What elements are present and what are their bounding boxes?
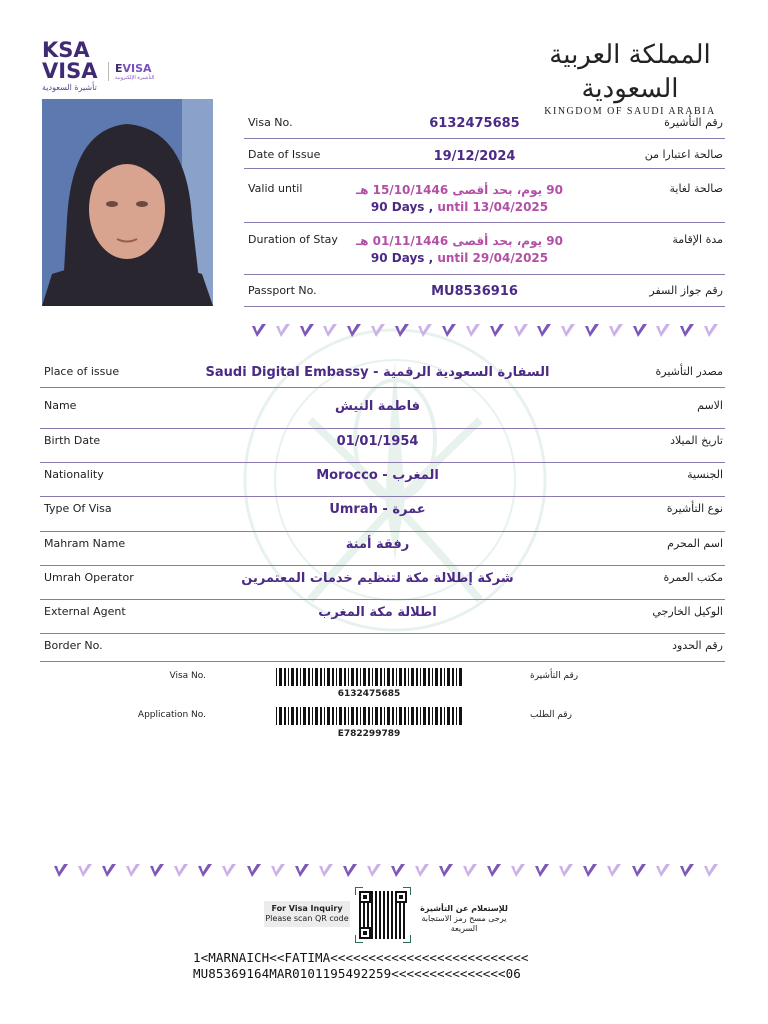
detail-label: Nationality <box>44 468 104 481</box>
holder-photo <box>42 99 213 306</box>
inquiry-english <box>264 901 350 927</box>
check-mark-icon <box>702 862 720 880</box>
ksa-logo-line1: KSA <box>42 38 90 62</box>
check-mark-icon <box>485 862 503 880</box>
check-mark-icon <box>413 862 431 880</box>
check-mark-icon <box>52 862 70 880</box>
label-valid-until: Valid until <box>248 182 303 195</box>
check-mark-icon <box>678 322 696 340</box>
ksa-logo-line2: VISA <box>42 59 98 83</box>
row-visa-no <box>244 110 725 139</box>
inquiry-arabic <box>416 901 512 933</box>
detail-label: Border No. <box>44 639 103 652</box>
value-date-of-issue: 19/12/2024 <box>433 149 516 164</box>
detail-label-ar: مصدر التأشيرة <box>655 365 723 378</box>
detail-value: اطلالة مكة المغرب <box>318 605 437 620</box>
detail-label: Birth Date <box>44 434 101 447</box>
detail-label: Mahram Name <box>44 537 126 550</box>
check-mark-icon <box>581 862 599 880</box>
detail-label-ar: الاسم <box>697 399 723 412</box>
barcode-visa-label: Visa No. <box>169 671 206 681</box>
check-mark-icon <box>365 862 383 880</box>
check-mark-icon <box>488 322 506 340</box>
detail-value: Saudi Digital Embassy - السفارة السعودية الرقمية <box>205 365 550 380</box>
check-mark-icon <box>148 862 166 880</box>
duration-hijri: 90 يوم، بحد أقصى 01/11/1446 هـ <box>356 234 563 248</box>
check-mark-icon <box>341 862 359 880</box>
check-mark-icon <box>100 862 118 880</box>
valid-until-hijri: 90 يوم، بحد أقصى 15/10/1446 هـ <box>356 183 563 197</box>
label-date-of-issue-ar: صالحة اعتبارا من <box>644 148 723 161</box>
check-pattern-top <box>250 322 720 340</box>
detail-value: Morocco - المغرب <box>316 468 439 483</box>
check-mark-icon <box>557 862 575 880</box>
check-mark-icon <box>220 862 238 880</box>
barcode-application-number: E782299789 <box>337 729 401 739</box>
check-mark-icon <box>298 322 316 340</box>
detail-label-ar: اسم المحرم <box>667 537 723 550</box>
label-duration-of-stay-ar: مدة الإقامة <box>672 233 723 246</box>
label-passport-no: Passport No. <box>248 284 317 297</box>
detail-label-ar: تاريخ الميلاد <box>670 434 723 447</box>
ksa-visa-logo <box>42 40 104 92</box>
evisa-logo <box>108 62 154 81</box>
check-mark-icon <box>389 862 407 880</box>
check-mark-icon <box>654 322 672 340</box>
detail-value: فاطمة النيش <box>334 399 421 414</box>
row-date-of-issue <box>244 138 725 169</box>
evisa-logo-subtitle: التأشيرة الإلكترونية <box>115 75 155 81</box>
mrz-line-2: MU85369164MAR0101195492259<<<<<<<<<<<<<<<06 <box>193 966 521 981</box>
ksa-logo-subtitle: تأشيرة السعودية <box>42 83 97 92</box>
check-mark-icon <box>274 322 292 340</box>
detail-value: رفقة أمنة <box>345 537 410 552</box>
label-valid-until-ar: صالحة لغاية <box>669 182 723 195</box>
detail-label: Place of issue <box>44 365 120 378</box>
value-valid-until <box>304 182 615 216</box>
check-mark-icon <box>124 862 142 880</box>
check-mark-icon <box>702 322 720 340</box>
evisa-logo-e: E <box>115 62 123 75</box>
detail-value: Umrah - عمرة <box>329 502 426 517</box>
check-mark-icon <box>245 862 263 880</box>
detail-label-ar: الجنسية <box>687 468 723 481</box>
label-duration-of-stay: Duration of Stay <box>248 233 338 246</box>
detail-label-ar: رقم الحدود <box>672 639 723 652</box>
barcode-visa-label-ar: رقم التأشيرة <box>530 671 579 681</box>
kingdom-title-arabic: المملكة العربية السعودية <box>549 40 711 104</box>
check-mark-icon <box>172 862 190 880</box>
check-mark-icon <box>196 862 214 880</box>
valid-until-date: until 13/04/2025 <box>437 200 549 214</box>
check-mark-icon <box>76 862 94 880</box>
duration-days: 90 Days , <box>370 251 438 265</box>
detail-row <box>40 428 725 463</box>
check-mark-icon <box>533 862 551 880</box>
check-mark-icon <box>535 322 553 340</box>
inquiry-subtitle-ar: يرجى مسح رمز الاستجابة السريعة <box>421 914 507 933</box>
kingdom-title-english: KINGDOM OF SAUDI ARABIA <box>544 106 716 117</box>
check-mark-icon <box>464 322 482 340</box>
check-mark-icon <box>250 322 268 340</box>
check-mark-icon <box>654 862 672 880</box>
value-visa-no: 6132475685 <box>429 116 520 131</box>
check-mark-icon <box>369 322 387 340</box>
detail-row <box>40 599 725 634</box>
barcode-visa-number: 6132475685 <box>337 689 401 699</box>
check-mark-icon <box>437 862 455 880</box>
detail-label: Type Of Visa <box>44 502 112 515</box>
kingdom-header <box>530 38 730 117</box>
visa-barcode <box>276 668 462 686</box>
detail-row <box>40 496 725 532</box>
detail-label-ar: الوكيل الخارجي <box>652 605 723 618</box>
check-mark-icon <box>583 322 601 340</box>
inquiry-subtitle: Please scan QR code <box>265 914 349 923</box>
check-mark-icon <box>416 322 434 340</box>
evisa-logo-visa: VISA <box>122 62 152 75</box>
valid-until-days: 90 Days , <box>370 200 438 214</box>
detail-label-ar: نوع التأشيرة <box>666 502 723 515</box>
detail-label-ar: مكتب العمرة <box>663 571 723 584</box>
detail-value: 01/01/1954 <box>336 434 419 449</box>
inquiry-title-ar: للإستعلام عن التأشيرة <box>420 904 508 913</box>
detail-label: Umrah Operator <box>44 571 134 584</box>
detail-row <box>40 633 725 662</box>
check-mark-icon <box>317 862 335 880</box>
check-mark-icon <box>293 862 311 880</box>
detail-row <box>40 531 725 566</box>
label-visa-no: Visa No. <box>248 116 293 129</box>
mrz-line-1: 1<MARNAICH<<FATIMA<<<<<<<<<<<<<<<<<<<<<<<<<< <box>193 950 529 965</box>
row-valid-until <box>244 168 725 223</box>
value-duration-of-stay <box>304 233 615 267</box>
detail-row <box>40 565 725 600</box>
label-visa-no-ar: رقم التأشيرة <box>664 116 723 129</box>
detail-label: External Agent <box>44 605 126 618</box>
check-mark-icon <box>559 322 577 340</box>
row-duration-of-stay <box>244 222 725 275</box>
check-mark-icon <box>321 322 339 340</box>
qr-code[interactable] <box>355 887 411 943</box>
application-barcode <box>276 707 462 725</box>
check-mark-icon <box>461 862 479 880</box>
detail-value: شركة إطلالة مكة لتنظيم خدمات المعتمرين <box>241 571 514 586</box>
detail-row <box>40 359 725 388</box>
check-mark-icon <box>440 322 458 340</box>
barcode-application-label: Application No. <box>137 710 206 720</box>
check-mark-icon <box>345 322 363 340</box>
duration-date: until 29/04/2025 <box>437 251 549 265</box>
detail-row <box>40 462 725 497</box>
detail-row <box>40 393 725 429</box>
inquiry-title: For Visa Inquiry <box>271 904 343 913</box>
check-mark-icon <box>509 862 527 880</box>
barcode-application-label-ar: رقم الطلب <box>530 710 572 720</box>
check-mark-icon <box>630 862 648 880</box>
check-mark-icon <box>393 322 411 340</box>
check-pattern-bottom <box>52 862 720 880</box>
label-date-of-issue: Date of Issue <box>248 148 321 161</box>
row-passport-no <box>244 274 725 307</box>
check-mark-icon <box>512 322 530 340</box>
detail-label: Name <box>44 399 77 412</box>
value-passport-no: MU8536916 <box>431 284 518 299</box>
check-mark-icon <box>269 862 287 880</box>
check-mark-icon <box>607 322 625 340</box>
check-mark-icon <box>605 862 623 880</box>
check-mark-icon <box>678 862 696 880</box>
label-passport-no-ar: رقم جواز السفر <box>649 284 723 297</box>
check-mark-icon <box>631 322 649 340</box>
